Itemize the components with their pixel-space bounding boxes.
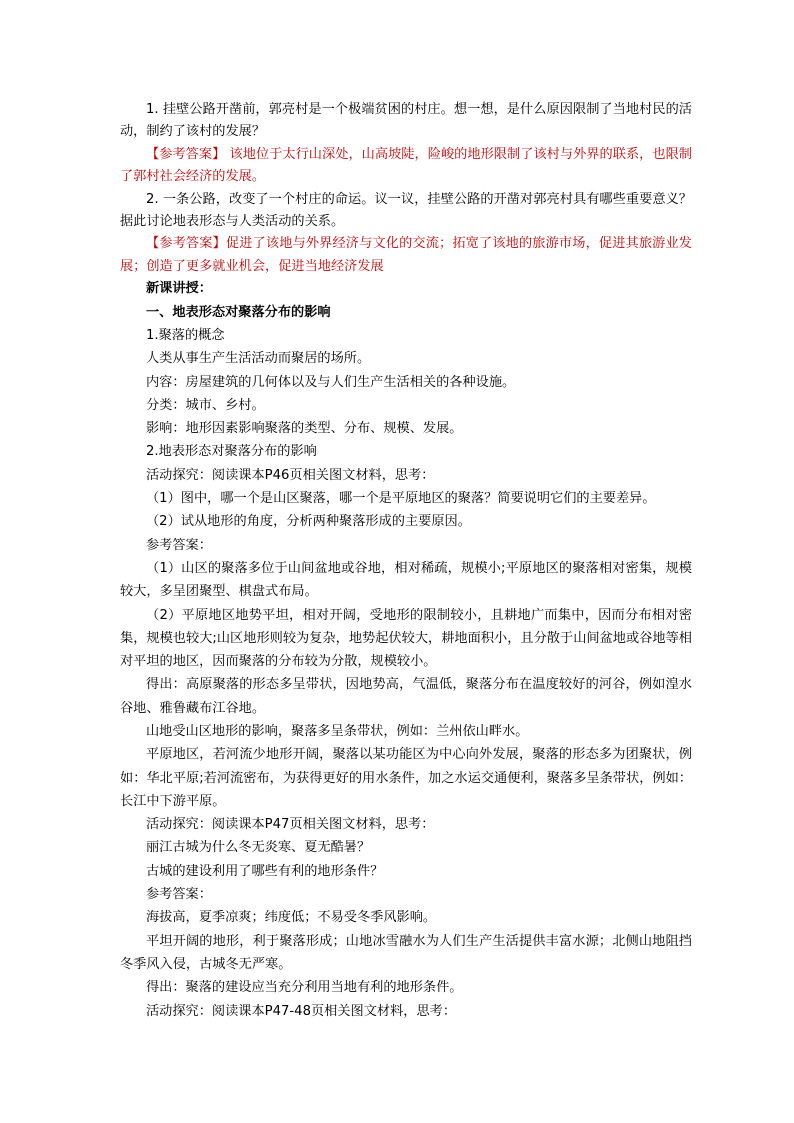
paragraph: 分类：城市、乡村。: [146, 397, 265, 413]
answer-2: [120, 233, 692, 278]
activity-prompt: 活动探究：阅读课本P46页相关图文材料，思考：: [146, 467, 435, 483]
question-2: 2. 一条公路，改变了一个村庄的命运。议一议，挂壁公路的开凿对郭亮村具有哪些重要意义？据此讨论地表形态与人类活动的关系。: [120, 191, 692, 230]
activity-question: （1）图中，哪一个是山区聚落，哪一个是平原地区的聚落？简要说明它们的主要差异。: [146, 491, 656, 507]
document-body: [120, 99, 692, 1023]
paragraph: 得出：高原聚落的形态多呈带状，因地势高，气温低，聚落分布在温度较好的河谷，例如湟水谷地、雅鲁藏布江谷地。: [120, 677, 692, 716]
activity-prompt: 活动探究：阅读课本P47-48页相关图文材料，思考：: [146, 1003, 457, 1019]
activity-question: 丽江古城为什么冬无炎寒、夏无酷暑？: [146, 840, 371, 856]
paragraph: 平原地区，若河流少地形开阔，聚落以某功能区为中心向外发展，聚落的形态多为团聚状，例如：华北平原;若河流密布，为获得更好的用水条件，加之水运交通便利，聚落多呈条带状，例如：长江中下游平原。: [120, 747, 692, 809]
paragraph: 内容：房屋建筑的几何体以及与人们生产生活相关的各种设施。: [146, 374, 516, 390]
section-title: 新课讲授：: [146, 281, 212, 297]
heading-1: 一、地表形态对聚落分布的影响: [146, 304, 331, 320]
subheading-concept: 1.聚落的概念: [146, 327, 225, 343]
subheading-influence: 2.地表形态对聚落分布的影响: [146, 444, 317, 460]
question-1: 1. 挂壁公路开凿前，郭亮村是一个极端贫困的村庄。想一想，是什么原因限制了当地村民的活动，制约了该村的发展？: [120, 102, 692, 140]
paragraph: 山地受山区地形的影响，聚落多呈条带状，例如：兰州依山畔水。: [146, 724, 529, 739]
activity-prompt: 活动探究：阅读课本P47页相关图文材料，思考：: [146, 817, 435, 833]
paragraph: 得出：聚落的建设应当充分利用当地有利的地形条件。: [146, 980, 463, 996]
paragraph: 海拔高，夏季凉爽；纬度低；不易受冬季风影响。: [146, 910, 437, 926]
paragraph: 平坦开阔的地形，利于聚落形成；山地冰雪融水为人们生产生活提供丰富水源；北侧山地阻挡冬季风入侵，古城冬无严寒。: [120, 933, 692, 972]
answer-tag: 【参考答案】: [146, 236, 226, 252]
paragraph: 影响：地形因素影响聚落的类型、分布、规模、发展。: [146, 421, 463, 437]
paragraph: （2）平原地区地势平坦，相对开阔，受地形的限制较小，且耕地广而集中，因而分布相对密集，规模也较大;山区地形则较为复杂，地势起伏较大，耕地面积小，且分散于山间盆地或谷地等相对平坦的地区，因而聚落的分布较为分散，规模较小。: [120, 607, 692, 670]
activity-question: 古城的建设利用了哪些有利的地形条件？: [146, 863, 384, 879]
reference-answer-label: 参考答案：: [146, 887, 212, 903]
paragraph: （1）山区的聚落多位于山间盆地或谷地，相对稀疏，规模小;平原地区的聚落相对密集，规模较大，多呈团聚型、棋盘式布局。: [120, 560, 692, 600]
paragraph: 人类从事生产生活活动而聚居的场所。: [146, 351, 371, 367]
activity-question: （2）试从地形的角度，分析两种聚落形成的主要原因。: [146, 514, 471, 530]
answer-text: 该地位于太行山深处，山高坡陡，险峻的地形限制了该村与外界的联系，也限制了郭村社会经济的发展。: [120, 146, 692, 185]
answer-1: [120, 144, 692, 189]
reference-answer-label: 参考答案：: [146, 537, 212, 553]
answer-tag: 【参考答案】: [146, 146, 226, 162]
answer-text: 促进了该地与外界经济与文化的交流；拓宽了该地的旅游市场，促进其旅游业发展；创造了更多就业机会，促进当地经济发展: [120, 236, 692, 274]
